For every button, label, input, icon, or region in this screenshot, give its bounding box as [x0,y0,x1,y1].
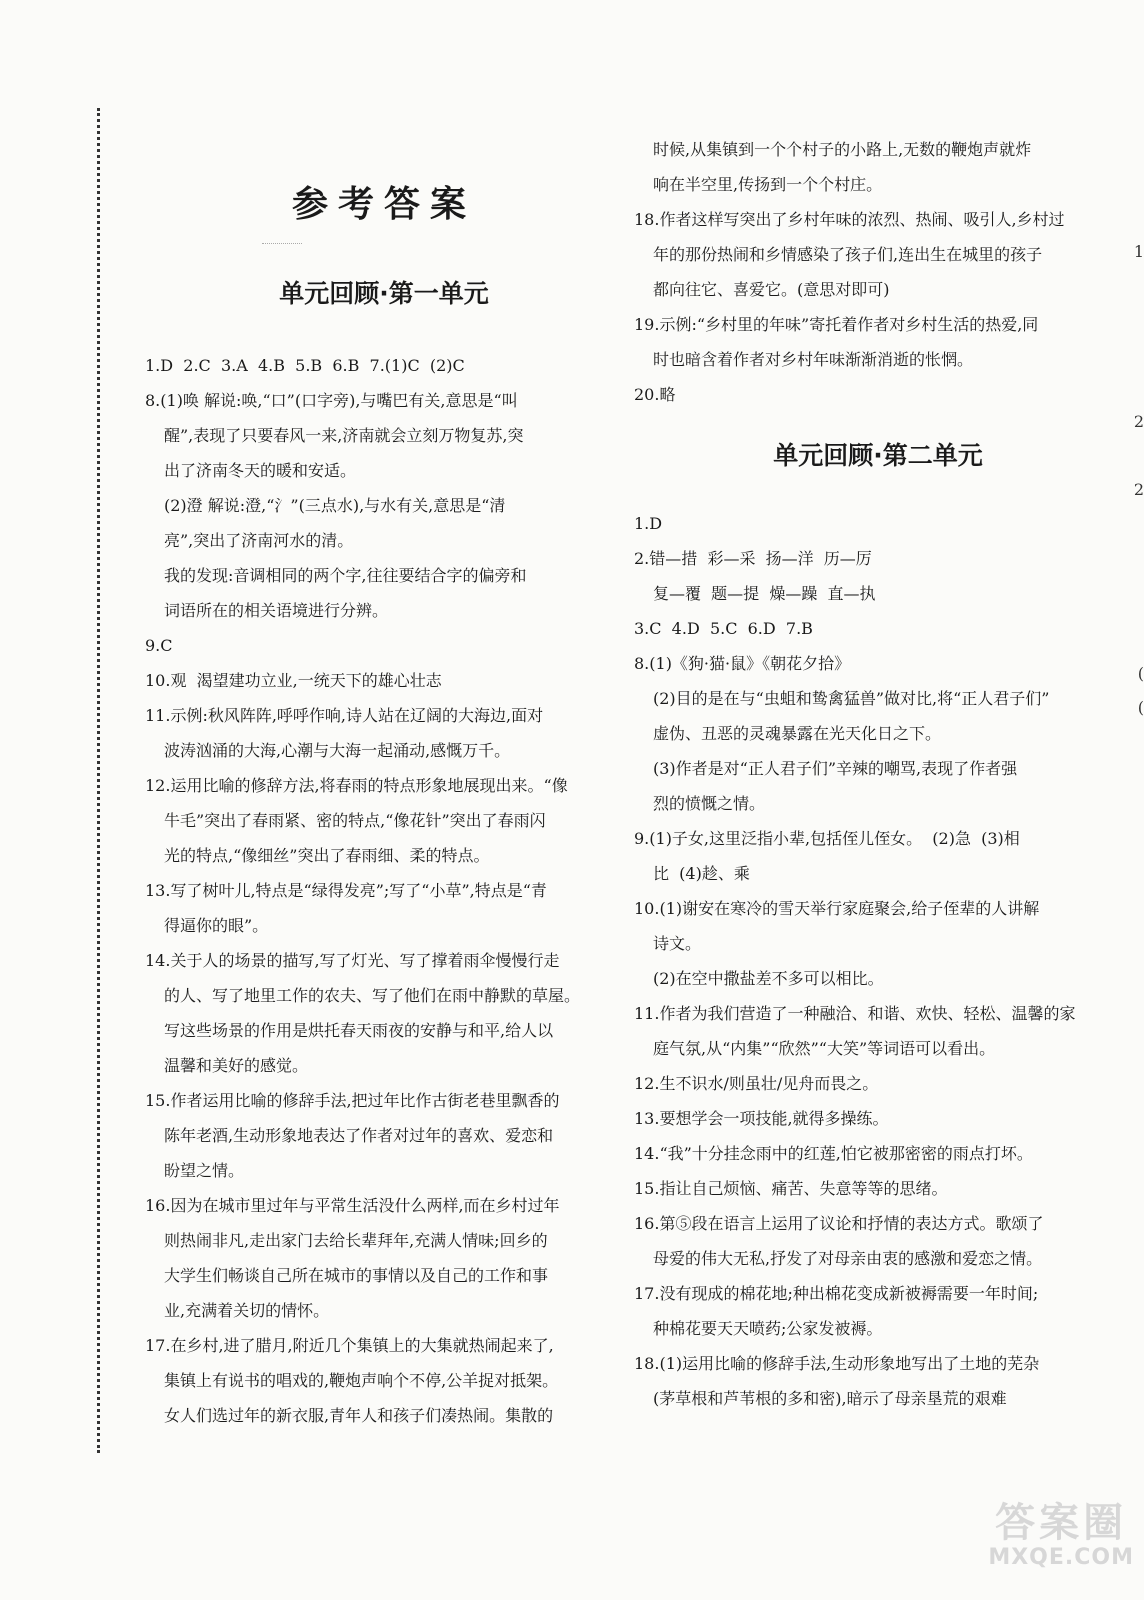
answer-line: 11.示例:秋风阵阵,呼呼作响,诗人站在辽阔的大海边,面对 [145,706,544,725]
edge-mark: ( [1137,664,1144,683]
answer-line: 牛毛”突出了春雨紧、密的特点,“像花针”突出了春雨闪 [164,811,546,830]
answer-line: 10.观 渴望建功立业,一统天下的雄心壮志 [145,671,442,690]
edge-mark: 2 [1133,480,1144,499]
answer-line: 15.作者运用比喻的修辞手法,把过年比作古街老巷里飘香的 [145,1091,560,1110]
answer-line: 1.D 2.C 3.A 4.B 5.B 6.B 7.(1)C (2)C [145,356,465,375]
answer-line: 13.要想学会一项技能,就得多操练。 [634,1109,889,1128]
answer-line: 响在半空里,传扬到一个个村庄。 [653,175,883,194]
answer-line: 得逼你的眼”。 [164,916,269,935]
answer-line: 16.因为在城市里过年与平常生活没什么两样,而在乡村过年 [145,1196,560,1215]
answer-line: 14.“我”十分挂念雨中的红莲,怕它被那密密的雨点打坏。 [634,1144,1033,1163]
answer-line: 复—覆 题—提 燥—躁 直—执 [653,584,876,603]
answer-line: 女人们选过年的新衣服,青年人和孩子们凑热闹。集散的 [164,1406,554,1425]
answer-line: 8.(1)《狗·猫·鼠》《朝花夕拾》 [634,654,851,673]
answer-line: 时候,从集镇到一个个村子的小路上,无数的鞭炮声就炸 [653,140,1032,159]
answer-line: (茅草根和芦苇根的多和密),暗示了母亲垦荒的艰难 [653,1389,1007,1408]
answer-line: 陈年老酒,生动形象地表达了作者对过年的喜欢、爱恋和 [164,1126,554,1145]
answer-line: 词语所在的相关语境进行分辨。 [164,601,389,620]
edge-mark: 2 [1133,412,1144,431]
answer-line: 写这些场景的作用是烘托春天雨夜的安静与和平,给人以 [164,1021,554,1040]
right-column [634,132,1122,1416]
answer-line: 诗文。 [653,934,702,953]
answer-line: 烈的愤慨之情。 [653,794,766,813]
answer-line: 17.在乡村,进了腊月,附近几个集镇上的大集就热闹起来了, [145,1336,554,1355]
unit-1-title: 单元回顾·第一单元 [279,279,489,308]
left-column [145,180,623,1433]
answer-line: 种棉花要天天喷药;公家发被褥。 [653,1319,883,1338]
answer-line: 亮”,突出了济南河水的清。 [164,531,354,550]
answer-line: (3)作者是对“正人君子们”辛辣的嘲骂,表现了作者强 [653,759,1018,778]
watermark-logo [988,1501,1134,1570]
answer-line: 17.没有现成的棉花地;种出棉花变成新被褥需要一年时间; [634,1284,1039,1303]
answer-line: 18.作者这样写突出了乡村年味的浓烈、热闹、吸引人,乡村过 [634,210,1065,229]
answer-line: 比 (4)趁、乘 [653,864,750,883]
unit-1-answers-continued [634,132,1122,412]
answer-line: 都向往它、喜爱它。(意思对即可) [653,280,890,299]
answer-line: 虚伪、丑恶的灵魂暴露在光天化日之下。 [653,724,942,743]
answer-line: (2)在空中撒盐差不多可以相比。 [653,969,884,988]
answer-line: 出了济南冬天的暖和安适。 [164,461,357,480]
answer-line: 14.关于人的场景的描写,写了灯光、写了撑着雨伞慢慢行走 [145,951,560,970]
answer-line: 母爱的伟大无私,抒发了对母亲由衷的感激和爱恋之情。 [653,1249,1043,1268]
answer-line: 光的特点,“像细丝”突出了春雨细、柔的特点。 [164,846,490,865]
answer-line: 盼望之情。 [164,1161,245,1180]
answer-line: 醒”,表现了只要春风一来,济南就会立刻万物复苏,突 [164,426,524,445]
answer-line: 9.C [145,636,173,655]
answer-line: 2.错—措 彩—采 扬—洋 历—厉 [634,549,872,568]
answer-line: 15.指让自己烦恼、痛苦、失意等等的思绪。 [634,1179,948,1198]
unit-2-title: 单元回顾·第二单元 [773,441,983,470]
binding-dotted-line [97,108,100,1453]
unit-1-answers [145,348,623,1433]
answer-line: 则热闹非凡,走出家门去给长辈拜年,充满人情味;回乡的 [164,1231,548,1250]
answer-line: 的人、写了地里工作的农夫、写了他们在雨中静默的草屋。 [164,986,581,1005]
answer-line: 12.生不识水/则虽壮/见舟而畏之。 [634,1074,879,1093]
answer-line: 12.运用比喻的修辞方法,将春雨的特点形象地展现出来。“像 [145,776,568,795]
page-title: 参考答案 [291,184,476,225]
answer-line: 20.略 [634,385,676,404]
answer-line: 11.作者为我们营造了一种融洽、和谐、欢快、轻松、温馨的家 [634,1004,1076,1023]
answer-line: (2)澄 解说:澄,“氵”(三点水),与水有关,意思是“清 [164,496,506,515]
answer-line: 16.第⑤段在语言上运用了议论和抒情的表达方式。歌颂了 [634,1214,1044,1233]
answer-line: 18.(1)运用比喻的修辞手法,生动形象地写出了土地的芜杂 [634,1354,1040,1373]
answer-line: 1.D [634,514,663,533]
answer-line: 9.(1)子女,这里泛指小辈,包括侄儿侄女。 (2)急 (3)相 [634,829,1020,848]
answer-line: 3.C 4.D 5.C 6.D 7.B [634,619,813,638]
answer-line: 庭气氛,从“内集”“欣然”“大笑”等词语可以看出。 [653,1039,996,1058]
unit-2-answers [634,506,1122,1416]
watermark-text: 答案圈 [995,1500,1128,1546]
watermark-url: MXQE.COM [988,1545,1134,1570]
answer-line: 集镇上有说书的唱戏的,鞭炮声响个不停,公羊捉对抵架。 [164,1371,559,1390]
answer-line: (2)目的是在与“虫蛆和鸷禽猛兽”做对比,将“正人君子们” [653,689,1050,708]
answer-line: 年的那份热闹和乡情感染了孩子们,连出生在城里的孩子 [653,245,1043,264]
answer-line: 业,充满着关切的情怀。 [164,1301,330,1320]
answer-line: 大学生们畅谈自己所在城市的事情以及自己的工作和事 [164,1266,549,1285]
answer-line: 我的发现:音调相同的两个字,往往要结合字的偏旁和 [164,566,527,585]
edge-mark: 1 [1133,242,1144,261]
answer-line: 13.写了树叶儿,特点是“绿得发亮”;写了“小草”,特点是“青 [145,881,547,900]
answer-line: 时也暗含着作者对乡村年味渐渐消逝的怅惘。 [653,350,974,369]
answer-line: 10.(1)谢安在寒冷的雪天举行家庭聚会,给子侄辈的人讲解 [634,899,1040,918]
edge-mark: ( [1137,698,1144,717]
answer-line: 温馨和美好的感觉。 [164,1056,309,1075]
answer-line: 8.(1)唤 解说:唤,“口”(口字旁),与嘴巴有关,意思是“叫 [145,391,518,410]
answer-line: 波涛汹涌的大海,心潮与大海一起涌动,感慨万千。 [164,741,511,760]
answer-line: 19.示例:“乡村里的年味”寄托着作者对乡村生活的热爱,同 [634,315,1039,334]
